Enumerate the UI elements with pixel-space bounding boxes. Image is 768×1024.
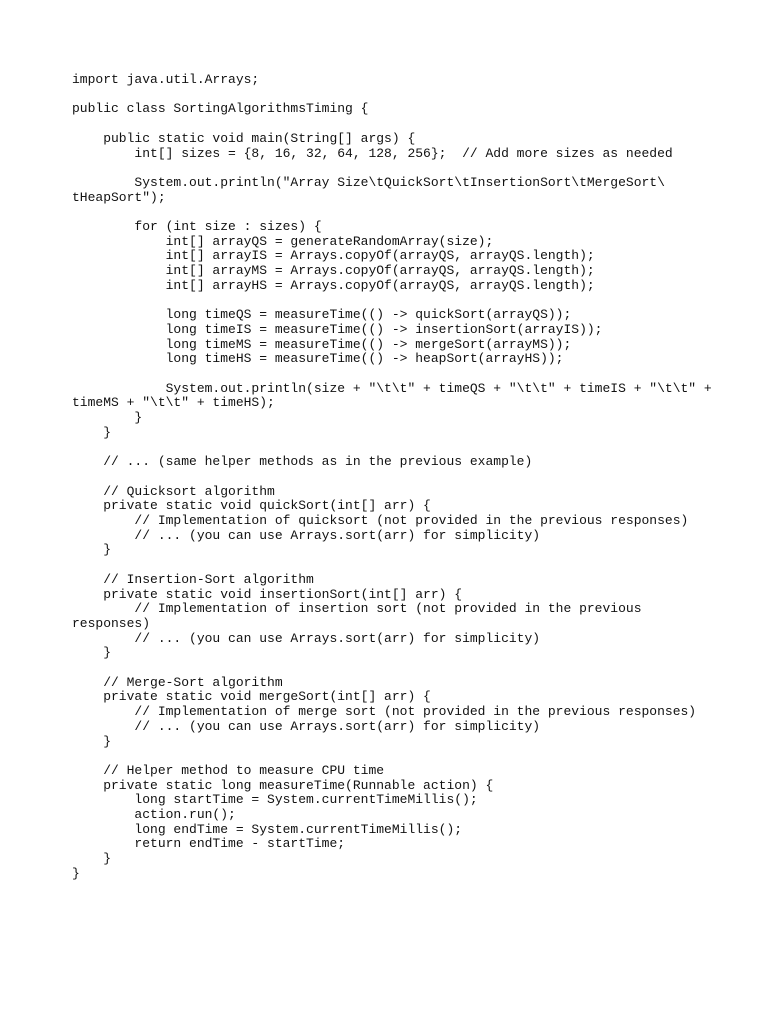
code-line: long endTime = System.currentTimeMillis();	[72, 821, 463, 837]
code-line: long timeHS = measureTime(() -> heapSort(arrayHS));	[72, 351, 564, 367]
code-line: // Merge-Sort algorithm	[72, 674, 283, 690]
code-line: int[] arrayIS = Arrays.copyOf(arrayQS, arrayQS.length);	[72, 248, 595, 264]
code-line: private static void insertionSort(int[] arr) {	[72, 586, 463, 602]
code-line: // ... (you can use Arrays.sort(arr) for simplicity)	[72, 718, 541, 734]
code-line: }	[72, 542, 112, 558]
code-line: // ... (you can use Arrays.sort(arr) for simplicity)	[72, 630, 541, 646]
code-line: public static void main(String[] args) {	[72, 130, 416, 146]
code-line: // ... (same helper methods as in the previous example)	[72, 454, 533, 470]
code-line: private static long measureTime(Runnable action) {	[72, 777, 494, 793]
code-line: int[] arrayQS = generateRandomArray(size);	[72, 233, 494, 249]
code-line: long timeMS = measureTime(() -> mergeSort(arrayMS));	[72, 336, 572, 352]
code-line: public class SortingAlgorithmsTiming {	[72, 101, 369, 117]
code-line: // Helper method to measure CPU time	[72, 762, 385, 778]
code-line: action.run();	[72, 807, 236, 822]
code-line: private static void mergeSort(int[] arr) {	[72, 689, 431, 705]
code-line: long timeQS = measureTime(() -> quickSort(arrayQS));	[72, 307, 572, 323]
code-line: return endTime - startTime;	[72, 836, 346, 852]
code-line: // Implementation of insertion sort (not provided in the previous	[72, 601, 642, 617]
code-line: System.out.println(size + "\t\t" + timeQS + "\t\t" + timeIS + "\t\t" +	[72, 380, 712, 396]
code-line: timeMS + "\t\t" + timeHS);	[72, 395, 275, 411]
code-line: System.out.println("Array Size\tQuickSort\tInsertionSort\tMergeSort\	[72, 174, 665, 190]
code-line: int[] arrayMS = Arrays.copyOf(arrayQS, arrayQS.length);	[72, 263, 595, 279]
code-line: int[] arrayHS = Arrays.copyOf(arrayQS, arrayQS.length);	[72, 277, 595, 293]
code-line: long startTime = System.currentTimeMillis();	[72, 792, 478, 808]
code-line: import java.util.Arrays;	[72, 72, 260, 87]
code-line: }	[72, 424, 112, 440]
code-line: int[] sizes = {8, 16, 32, 64, 128, 256}; // Add more sizes as needed	[72, 145, 673, 161]
code-line: }	[72, 645, 112, 661]
code-line: // Quicksort algorithm	[72, 483, 275, 499]
code-line: private static void quickSort(int[] arr) {	[72, 498, 431, 514]
code-line: tHeapSort");	[72, 189, 166, 205]
code-line: }	[72, 733, 112, 749]
code-line: }	[72, 410, 143, 426]
code-line: responses)	[72, 615, 151, 631]
code-line: // Insertion-Sort algorithm	[72, 571, 314, 587]
code-line: }	[72, 865, 80, 881]
code-line: }	[72, 851, 112, 867]
code-line: // Implementation of quicksort (not provided in the previous responses)	[72, 513, 689, 528]
code-line: // ... (you can use Arrays.sort(arr) for simplicity)	[72, 527, 541, 543]
code-line: for (int size : sizes) {	[72, 219, 322, 234]
code-line: long timeIS = measureTime(() -> insertionSort(arrayIS));	[72, 321, 603, 337]
code-line: // Implementation of merge sort (not provided in the previous responses)	[72, 704, 697, 720]
